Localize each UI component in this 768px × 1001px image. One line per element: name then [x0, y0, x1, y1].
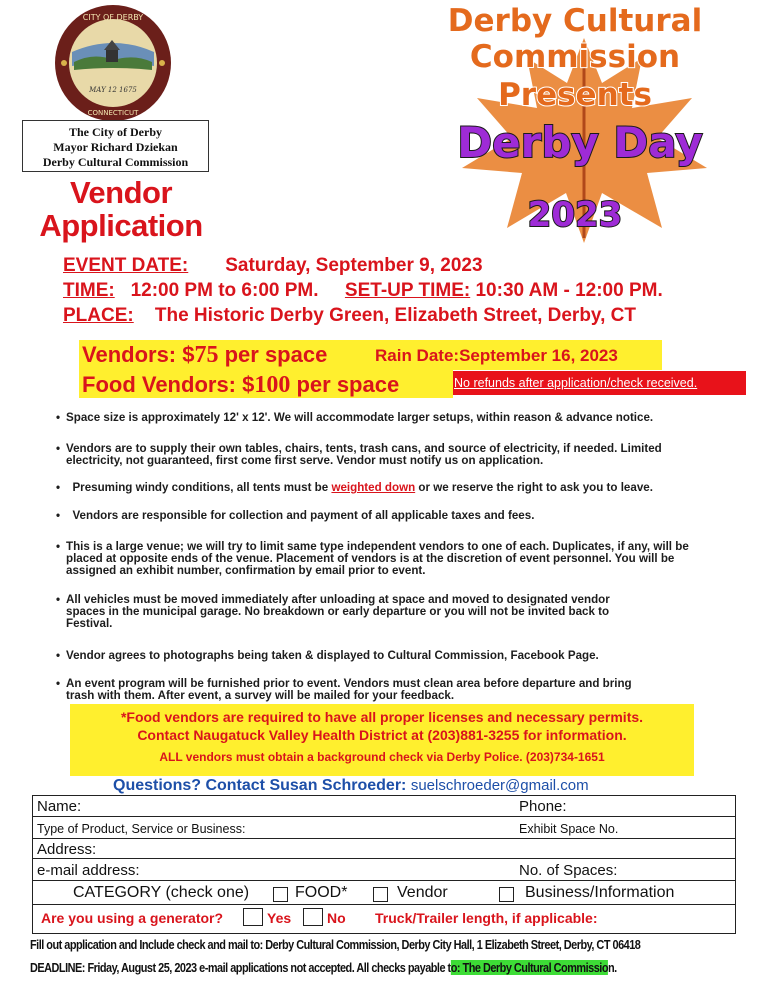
time-label: TIME: — [63, 280, 115, 301]
seal-top-text: CITY OF DERBY — [82, 13, 144, 22]
generator-yes-label: Yes — [267, 910, 292, 926]
name-label: Name: — [37, 798, 82, 815]
generator-no-label: No — [327, 910, 346, 926]
generator-label: Are you using a generator? — [41, 910, 224, 926]
notice-line-2: Contact Naugatuck Valley Health District at (203)881-3255 for information. — [137, 727, 627, 743]
requirements-notice — [70, 704, 694, 776]
food-price-amount: 100 — [254, 372, 291, 398]
deadline-text: DEADLINE: Friday, August 25, 2023 e-mail applications not accepted. All checks payable t — [30, 960, 451, 975]
event-date-label: EVENT DATE: — [63, 255, 189, 276]
food-option-label: FOOD* — [295, 884, 348, 901]
food-price-suffix: per space — [290, 372, 400, 397]
application-form — [32, 795, 736, 934]
notice-line-3: ALL vendors must obtain a background check via Derby Police. (203)734-1651 — [159, 750, 605, 764]
setup-value: 10:30 AM - 12:00 PM. — [475, 280, 663, 301]
place-value: The Historic Derby Green, Elizabeth Street, Derby, CT — [154, 305, 636, 326]
bullet-text: Vendor agrees to photographs being taken & displayed to Cultural Commission, Facebook Page. — [66, 649, 599, 662]
city-name: The City of Derby — [69, 125, 162, 139]
notice-line-1: *Food vendors are required to have all proper licenses and necessary permits. — [120, 709, 644, 725]
phone-label: Phone: — [519, 798, 567, 815]
food-vendor-price — [82, 372, 399, 399]
no-refunds-notice: No refunds after application/check received. — [453, 371, 746, 395]
mail-instructions: Fill out application and Include check and mail to: Derby Cultural Commission, Derby City Hall, 1 Elizabeth Street, Derby, CT 06418 — [30, 937, 641, 952]
vendor-price-amount: 75 — [194, 342, 219, 368]
city-seal — [54, 4, 172, 122]
page-title — [36, 176, 206, 242]
event-title: Derby Day — [457, 118, 703, 167]
vendor-option-label: Vendor — [397, 884, 448, 901]
email-label: e-mail address: — [37, 862, 140, 879]
vendor-price-prefix: Vendors: $ — [82, 342, 195, 367]
vendor-price-suffix: per space — [218, 342, 328, 367]
place-label: PLACE: — [63, 305, 134, 326]
exhibit-space-label: Exhibit Space No. — [519, 822, 619, 836]
food-checkbox[interactable] — [273, 885, 288, 902]
list-item: • An event program will be furnished prior to event. Vendors must clean area before departure and bring trash with them. After event, a survey will be mailed for your feedback. — [56, 678, 656, 702]
header-line-3: Presents — [498, 77, 652, 113]
mayor-name: Mayor Richard Dziekan — [53, 140, 178, 154]
list-item: • Space size is approximately 12' x 12'. We will accommodate larger setups, within reason & advance notice. — [56, 412, 746, 424]
header-line-2: Commission — [469, 39, 681, 75]
generator-yes-checkbox[interactable] — [243, 908, 263, 926]
truck-length-label: Truck/Trailer length, if applicable: — [375, 910, 598, 926]
list-item: • Vendors are responsible for collection and payment of all applicable taxes and fees. — [56, 509, 535, 522]
deadline-line — [30, 960, 617, 975]
payable-to-highlight: o: The Derby Cultural Commissio — [450, 960, 608, 975]
bullet-text: Space size is approximately 12' x 12'. We will accommodate larger setups, within reason & advance notice. — [66, 411, 654, 424]
header-line-1: Derby Cultural — [447, 3, 703, 39]
bullet-text: Presuming windy conditions, all tents must be — [72, 481, 329, 494]
title-line-1: Vendor — [69, 175, 173, 210]
address-label: Address: — [37, 841, 97, 858]
title-line-2: Application — [39, 208, 203, 243]
rain-date: Rain Date:September 16, 2023 — [375, 346, 618, 365]
bullet-text: or we reserve the right to ask you to leave. — [418, 481, 653, 494]
deadline-end: n. — [607, 960, 617, 975]
vendor-price — [82, 342, 327, 369]
list-item: • Presuming windy conditions, all tents must be weighted down or we reserve the right to ask you to leave. — [56, 481, 653, 494]
category-label: CATEGORY (check one) — [73, 884, 250, 901]
spaces-label: No. of Spaces: — [519, 862, 618, 879]
bullet-text: Vendors are to supply their own tables, chairs, tents, trash cans, and source of electricity, if needed. Limited electricity, not guaranteed, first come first serve. Vendor must notify us on application. — [66, 442, 662, 467]
business-checkbox[interactable] — [499, 885, 514, 902]
list-item: • Vendors are to supply their own tables, chairs, tents, trash cans, and source of electricity, if needed. Limited electricity, not guaranteed, first come first serve. Vendor must notify us on application. — [56, 443, 676, 467]
place-row — [63, 305, 636, 327]
bullet-text: Vendors are responsible for collection and payment of all applicable taxes and fees. — [72, 509, 535, 522]
vendor-checkbox[interactable] — [373, 885, 388, 902]
product-type-label: Type of Product, Service or Business: — [37, 822, 246, 836]
seal-date: MAY 12 1675 — [89, 86, 137, 94]
contact-email[interactable]: suelschroeder@gmail.com — [410, 777, 589, 794]
commission-name: Derby Cultural Commission — [42, 155, 189, 169]
event-date-row — [63, 255, 483, 277]
event-date-value: Saturday, September 9, 2023 — [225, 255, 483, 276]
contact-label: Questions? Contact Susan Schroeder: — [113, 777, 411, 794]
food-price-prefix: Food Vendors: $ — [82, 372, 255, 397]
event-year: 2023 — [527, 195, 623, 235]
bullet-text: This is a large venue; we will try to limit same type independent vendors to one of each. Duplicates, if any, will be placed at opposite ends of the venue. Placement of vendors is at the discretion of event personnel. You will be assigned an exhibit number, confirmation by email prior to event. — [66, 540, 689, 577]
list-item: • Vendor agrees to photographs being taken & displayed to Cultural Commission, Facebook Page. — [56, 650, 746, 662]
setup-label: SET-UP TIME: — [344, 280, 471, 301]
list-item: • This is a large venue; we will try to limit same type independent vendors to one of each. Duplicates, if any, will be placed at opposite ends of the venue. Placement of vendors is at the discretion of event personnel. You will be assigned an exhibit number, confirmation by email prior to event. — [56, 541, 706, 577]
time-row — [63, 280, 663, 302]
business-option-label: Business/Information — [525, 884, 675, 901]
city-info-box — [22, 120, 209, 172]
list-item: • All vehicles must be moved immediately after unloading at space and moved to designated vendor spaces in the municipal garage. No breakdown or early departure or you will not be invited back to Festival. — [56, 594, 616, 630]
contact-line — [113, 777, 589, 795]
bullet-text: All vehicles must be moved immediately after unloading at space and moved to designated vendor spaces in the municipal garage. No breakdown or early departure or you will not be invited back to Festival. — [66, 593, 610, 630]
time-value: 12:00 PM to 6:00 PM. — [130, 280, 319, 301]
weighted-down-text: weighted down — [331, 481, 416, 494]
seal-bottom-text: CONNECTICUT — [87, 109, 139, 117]
generator-no-checkbox[interactable] — [303, 908, 323, 926]
bullet-text: An event program will be furnished prior to event. Vendors must clean area before departure and bring trash with them. After event, a survey will be mailed for your feedback. — [66, 677, 632, 702]
